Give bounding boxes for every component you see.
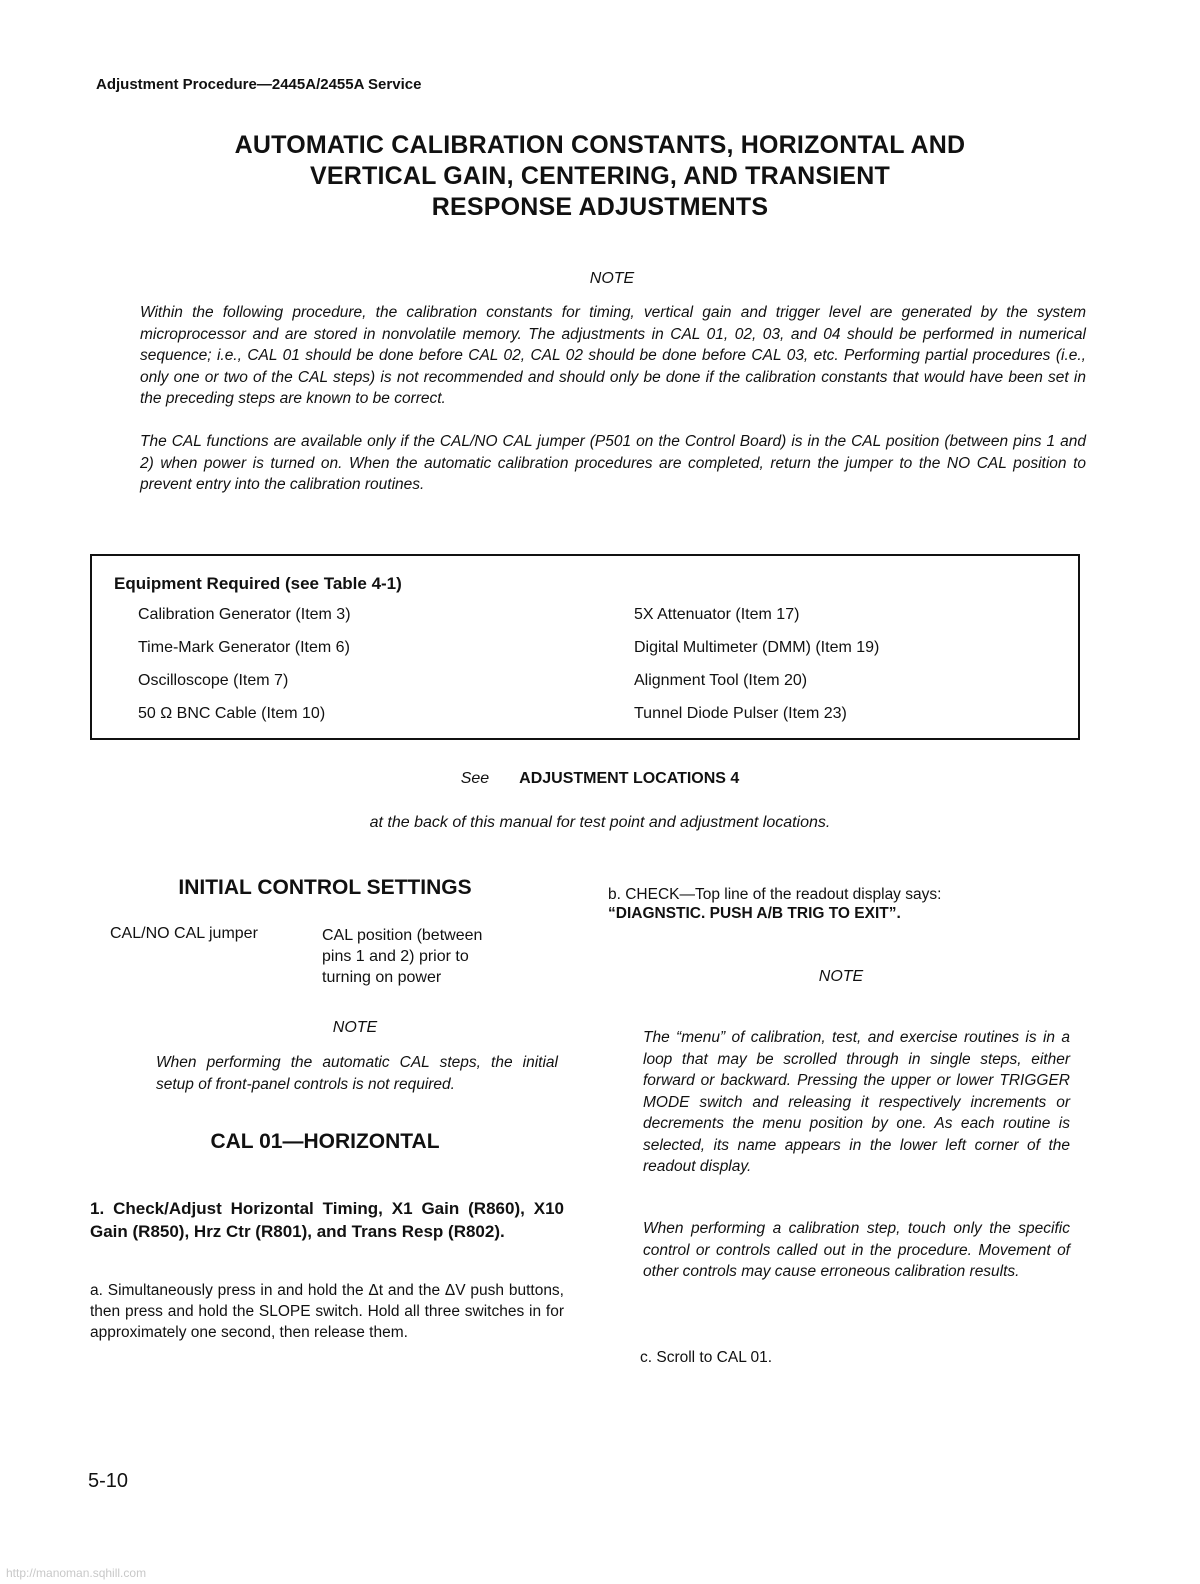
equipment-item: Tunnel Diode Pulser (Item 23) xyxy=(634,705,847,722)
watermark-url: http://manoman.sqhill.com xyxy=(6,1566,147,1580)
page-title xyxy=(150,130,1050,223)
title-line: AUTOMATIC CALIBRATION CONSTANTS, HORIZONTAL AND xyxy=(234,131,966,159)
right-note-paragraph-1: The “menu” of calibration, test, and exercise routines is in a loop that may be scrolled through in single steps, either forward or backward. Pressing the upper or lower TRIGGER MODE switch and releasing it respectively increments or decrements the menu position by one. As each routine is selected, its name appears in the lower left corner of the readout display. xyxy=(643,1029,1070,1175)
equipment-item: Digital Multimeter (DMM) (Item 19) xyxy=(634,639,880,656)
see-reference-tail: at the back of this manual for test point and adjustment locations. xyxy=(369,814,831,831)
top-note-paragraph-1: Within the following procedure, the calibration constants for timing, vertical gain and trigger level are generated by the system microprocessor and are stored in nonvolatile memory. The adjustments in CAL 01, 02, 03, and 04 should be performed in numerical sequence; i.e., CAL 01 should be done before CAL 02, CAL 02 should be done before CAL 03, etc. Performing partial procedures (i.e., only one or two of the CAL steps) is not recommended and should only be done if the calibration constants that would have been set in the preceding steps are known to be correct. xyxy=(140,304,1086,407)
step-b-readout: “DIAGNSTIC. PUSH A/B TRIG TO EXIT”. xyxy=(608,905,901,922)
left-note-label: NOTE xyxy=(332,1019,378,1036)
control-value-line: pins 1 and 2) prior to xyxy=(322,948,469,965)
left-note-text: When performing the automatic CAL steps, the initial setup of front-panel controls is not required. xyxy=(156,1054,558,1093)
title-line: RESPONSE ADJUSTMENTS xyxy=(431,193,769,221)
right-note-label: NOTE xyxy=(818,968,864,985)
adjustment-locations-ref: ADJUSTMENT LOCATIONS 4 xyxy=(519,770,740,787)
control-value-line: turning on power xyxy=(322,969,442,986)
equipment-item: Oscilloscope (Item 7) xyxy=(138,672,289,689)
page-number: 5-10 xyxy=(88,1470,129,1492)
equipment-item: 5X Attenuator (Item 17) xyxy=(634,606,800,623)
see-word: See xyxy=(460,770,490,787)
running-head: Adjustment Procedure—2445A/2455A Service xyxy=(96,76,422,93)
cal-01-heading: CAL 01—HORIZONTAL xyxy=(210,1130,440,1153)
equipment-required-box xyxy=(90,554,1080,740)
control-value xyxy=(322,925,482,988)
control-value-line: CAL position (between xyxy=(322,927,483,944)
top-note-label: NOTE xyxy=(589,270,635,287)
step-b-intro: b. CHECK—Top line of the readout display says: xyxy=(608,886,942,903)
equipment-title: Equipment Required (see Table 4-1) xyxy=(114,574,402,593)
equipment-item: 50 Ω BNC Cable (Item 10) xyxy=(138,705,326,722)
right-note-paragraph-2: When performing a calibration step, touch only the specific control or controls called out in the procedure. Movement of other controls may cause erroneous calibration results. xyxy=(643,1220,1070,1280)
step-c-text: c. Scroll to CAL 01. xyxy=(640,1349,773,1366)
control-name: CAL/NO CAL jumper xyxy=(110,925,258,942)
step-1-heading: 1. Check/Adjust Horizontal Timing, X1 Gain (R860), X10 Gain (R850), Hrz Ctr (R801), and Trans Resp (R802). xyxy=(90,1199,564,1241)
initial-control-settings-heading: INITIAL CONTROL SETTINGS xyxy=(178,876,472,899)
equipment-item: Alignment Tool (Item 20) xyxy=(634,672,808,689)
equipment-item: Time-Mark Generator (Item 6) xyxy=(138,639,350,656)
title-line: VERTICAL GAIN, CENTERING, AND TRANSIENT xyxy=(309,162,891,190)
step-a-text: a. Simultaneously press in and hold the Δt and the ΔV push buttons, then press and hold the SLOPE switch. Hold all three switches in for approximately one second, then release them. xyxy=(90,1282,564,1341)
see-reference xyxy=(0,770,1200,788)
top-note-paragraph-2: The CAL functions are available only if the CAL/NO CAL jumper (P501 on the Control Board) is in the CAL position (between pins 1 and 2) when power is turned on. When the automatic calibration procedures are completed, return the jumper to the NO CAL position to prevent entry into the calibration routines. xyxy=(140,433,1086,493)
equipment-item: Calibration Generator (Item 3) xyxy=(138,606,351,623)
